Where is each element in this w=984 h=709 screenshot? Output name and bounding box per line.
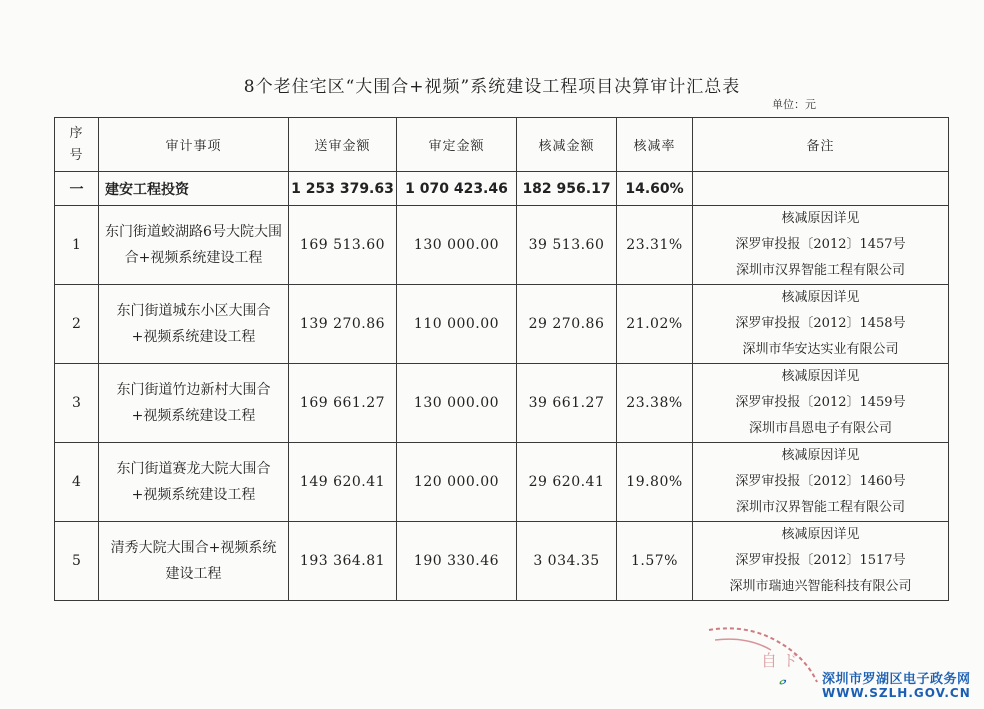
table-row (55, 443, 949, 522)
remark-line2: 深罗审投报〔2012〕1459号 (735, 395, 906, 410)
header-reduction: 核减金额 (517, 118, 617, 172)
total-reduction: 182 956.17 (517, 172, 617, 206)
row-item: 东门街道蛟湖路6号大院大围合+视频系统建设工程 (99, 206, 289, 285)
table-row (55, 522, 949, 601)
total-seq: 一 (55, 172, 99, 206)
header-seq-line2: 号 (69, 147, 84, 163)
row-item: 东门街道城东小区大围合+视频系统建设工程 (99, 285, 289, 364)
row-submitted: 139 270.86 (289, 285, 397, 364)
remark-line3: 深圳市汉界智能工程有限公司 (735, 263, 905, 278)
row-rate: 21.02% (617, 285, 693, 364)
remark-line2: 深罗审投报〔2012〕1517号 (735, 553, 906, 568)
header-seq-line1: 序 (69, 125, 84, 141)
remark-line3: 深圳市昌恩电子有限公司 (748, 421, 892, 436)
row-seq: 4 (55, 443, 99, 522)
row-remark (693, 522, 949, 601)
remark-line3: 深圳市华安达实业有限公司 (742, 342, 899, 357)
row-seq: 5 (55, 522, 99, 601)
row-remark (693, 206, 949, 285)
row-remark (693, 285, 949, 364)
row-seq: 1 (55, 206, 99, 285)
table-header-row (55, 118, 949, 172)
remark-line1: 核减原因详见 (781, 448, 860, 463)
row-rate: 19.80% (617, 443, 693, 522)
remark-line2: 深罗审投报〔2012〕1460号 (735, 474, 906, 489)
table-row (55, 285, 949, 364)
row-item: 清秀大院大围合+视频系统建设工程 (99, 522, 289, 601)
svg-text:自 ド: 自 ド (761, 651, 799, 670)
row-item: 东门街道竹边新村大围合+视频系统建设工程 (99, 364, 289, 443)
remark-line1: 核减原因详见 (781, 369, 860, 384)
row-remark (693, 443, 949, 522)
row-approved: 130 000.00 (397, 364, 517, 443)
row-reduction: 29 620.41 (517, 443, 617, 522)
row-seq: 3 (55, 364, 99, 443)
row-submitted: 169 661.27 (289, 364, 397, 443)
table-row (55, 206, 949, 285)
remark-line1: 核减原因详见 (781, 211, 860, 226)
total-submitted: 1 253 379.63 (289, 172, 397, 206)
row-approved: 120 000.00 (397, 443, 517, 522)
table-row (55, 364, 949, 443)
remark-line1: 核减原因详见 (781, 527, 860, 542)
row-submitted: 149 620.41 (289, 443, 397, 522)
total-row (55, 172, 949, 206)
szlh-logo-icon (778, 662, 822, 702)
audit-summary-table (54, 117, 949, 601)
total-item: 建安工程投资 (99, 172, 289, 206)
row-reduction: 29 270.86 (517, 285, 617, 364)
row-rate: 1.57% (617, 522, 693, 601)
header-item: 审计事项 (99, 118, 289, 172)
remark-line3: 深圳市汉界智能工程有限公司 (735, 500, 905, 515)
total-rate: 14.60% (617, 172, 693, 206)
header-seq (55, 118, 99, 172)
row-approved: 190 330.46 (397, 522, 517, 601)
total-approved: 1 070 423.46 (397, 172, 517, 206)
watermark-site-url: WWW.SZLH.GOV.CN (822, 686, 971, 700)
unit-label: 单位：元 (772, 98, 816, 111)
row-approved: 110 000.00 (397, 285, 517, 364)
row-item: 东门街道赛龙大院大围合+视频系统建设工程 (99, 443, 289, 522)
row-rate: 23.38% (617, 364, 693, 443)
header-remark: 备注 (693, 118, 949, 172)
header-approved: 审定金额 (397, 118, 517, 172)
remark-line2: 深罗审投报〔2012〕1458号 (735, 316, 906, 331)
header-submitted: 送审金额 (289, 118, 397, 172)
row-reduction: 3 034.35 (517, 522, 617, 601)
remark-line1: 核减原因详见 (781, 290, 860, 305)
row-approved: 130 000.00 (397, 206, 517, 285)
remark-line2: 深罗审投报〔2012〕1457号 (735, 237, 906, 252)
header-rate: 核减率 (617, 118, 693, 172)
watermark-site-name: 深圳市罗湖区电子政务网 (822, 672, 971, 687)
row-submitted: 193 364.81 (289, 522, 397, 601)
row-submitted: 169 513.60 (289, 206, 397, 285)
row-reduction: 39 661.27 (517, 364, 617, 443)
row-reduction: 39 513.60 (517, 206, 617, 285)
row-rate: 23.31% (617, 206, 693, 285)
row-seq: 2 (55, 285, 99, 364)
total-remark (693, 172, 949, 206)
row-remark (693, 364, 949, 443)
remark-line3: 深圳市瑞迪兴智能科技有限公司 (729, 579, 912, 594)
document-title: 8个老住宅区“大围合+视频”系统建设工程项目决算审计汇总表 (243, 77, 741, 97)
